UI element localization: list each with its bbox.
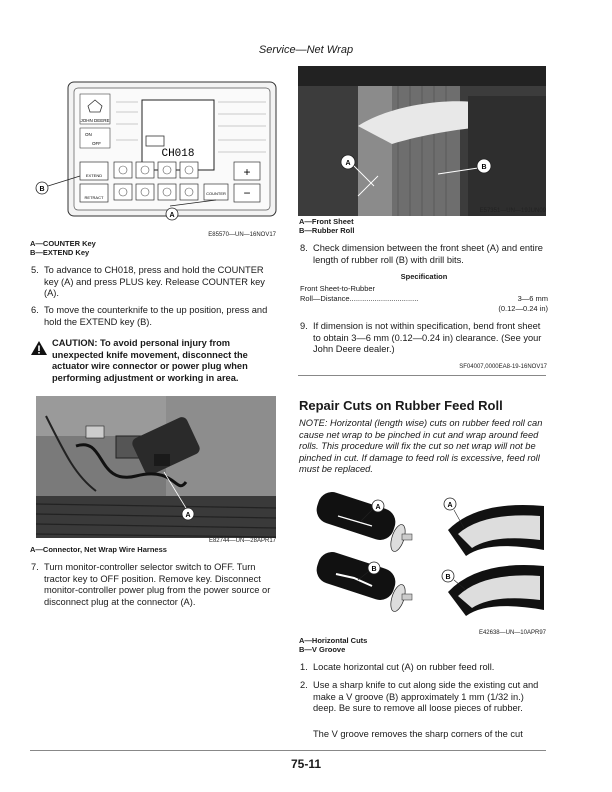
spec-line: (0.12—0.24 in) <box>498 304 548 313</box>
figure-caption <box>299 636 547 654</box>
continued-text: The V groove removes the sharp corners of the cut <box>313 729 523 739</box>
svg-text:OFF: OFF <box>92 141 101 146</box>
svg-text:−: − <box>243 186 251 200</box>
reference-code: SF04007,0000EA8-19-16NOV17 <box>459 364 547 370</box>
figure-caption <box>299 217 547 235</box>
svg-text:B: B <box>371 566 377 573</box>
figure-caption <box>30 239 280 257</box>
roll-illustration <box>298 66 546 216</box>
figure-caption <box>30 545 280 554</box>
spec-line: Front Sheet-to-Rubber <box>300 284 376 293</box>
connector-photo <box>36 396 276 538</box>
spec-heading: Specification <box>400 272 448 281</box>
caption-line: A—Connector, Net Wrap Wire Harness <box>30 545 167 554</box>
svg-text:RETRACT: RETRACT <box>84 195 104 200</box>
connector-illustration <box>36 396 276 538</box>
caption-line: B—V Groove <box>299 645 346 654</box>
monitor-panel-illustration <box>30 66 280 224</box>
warning-icon <box>30 340 48 356</box>
caption-line: A—Horizontal Cuts <box>299 636 368 645</box>
divider <box>298 375 546 376</box>
monitor-panel-figure <box>30 66 280 224</box>
caption-line: B—EXTEND Key <box>30 248 90 257</box>
svg-text:COUNTER: COUNTER <box>206 191 226 196</box>
svg-text:A: A <box>375 504 381 511</box>
callout-a: A <box>169 212 175 219</box>
svg-text:A: A <box>447 502 453 509</box>
panel-display-text: CH018 <box>161 148 195 160</box>
figure-code: E57351—UN—19JUN09 <box>479 208 546 214</box>
brand-text: JOHN DEERE <box>80 118 110 123</box>
page-number: 75-11 <box>290 757 322 771</box>
page-header: Service—Net Wrap <box>258 44 354 56</box>
figure-code: E82744—UN—28APR17 <box>208 538 276 544</box>
svg-text:ON: ON <box>85 132 92 137</box>
svg-text:EXTEND: EXTEND <box>85 173 103 178</box>
caption-line: A—Front Sheet <box>299 217 354 226</box>
callout-b: B <box>481 164 487 171</box>
svg-text:+: + <box>243 165 251 179</box>
roll-photo <box>298 66 546 216</box>
figure-code: E42638—UN—10APR97 <box>478 630 546 636</box>
section-title: Repair Cuts on Rubber Feed Roll <box>299 398 503 413</box>
caption-line: A—COUNTER Key <box>30 239 96 248</box>
caution-text: CAUTION: To avoid personal injury from unexpected knife movement, disconnect the actuator wire connector or power plug when performing adjustment or working in area. <box>52 338 248 383</box>
svg-text:B: B <box>445 574 451 581</box>
caption-line: B—Rubber Roll <box>299 226 355 235</box>
spec-line: Roll—Distance................................. 3—6 mm <box>300 294 548 303</box>
note-text: NOTE: Horizontal (length wise) cuts on rubber feed roll can cause net wrap to be pinched in cut and wrap around feed rolls. This procedure will fix the cut so net wrap will not be pinched in cut. If damage to feed roll is excessive, feed roll must be replaced. <box>299 418 543 475</box>
callout-a: A <box>345 160 351 167</box>
footer-rule <box>30 750 546 751</box>
cuts-illustration <box>308 490 548 622</box>
cuts-figure <box>308 490 548 622</box>
callout-a: A <box>185 512 191 519</box>
figure-code: E85570—UN—16NOV17 <box>208 232 276 238</box>
callout-b: B <box>39 186 45 193</box>
